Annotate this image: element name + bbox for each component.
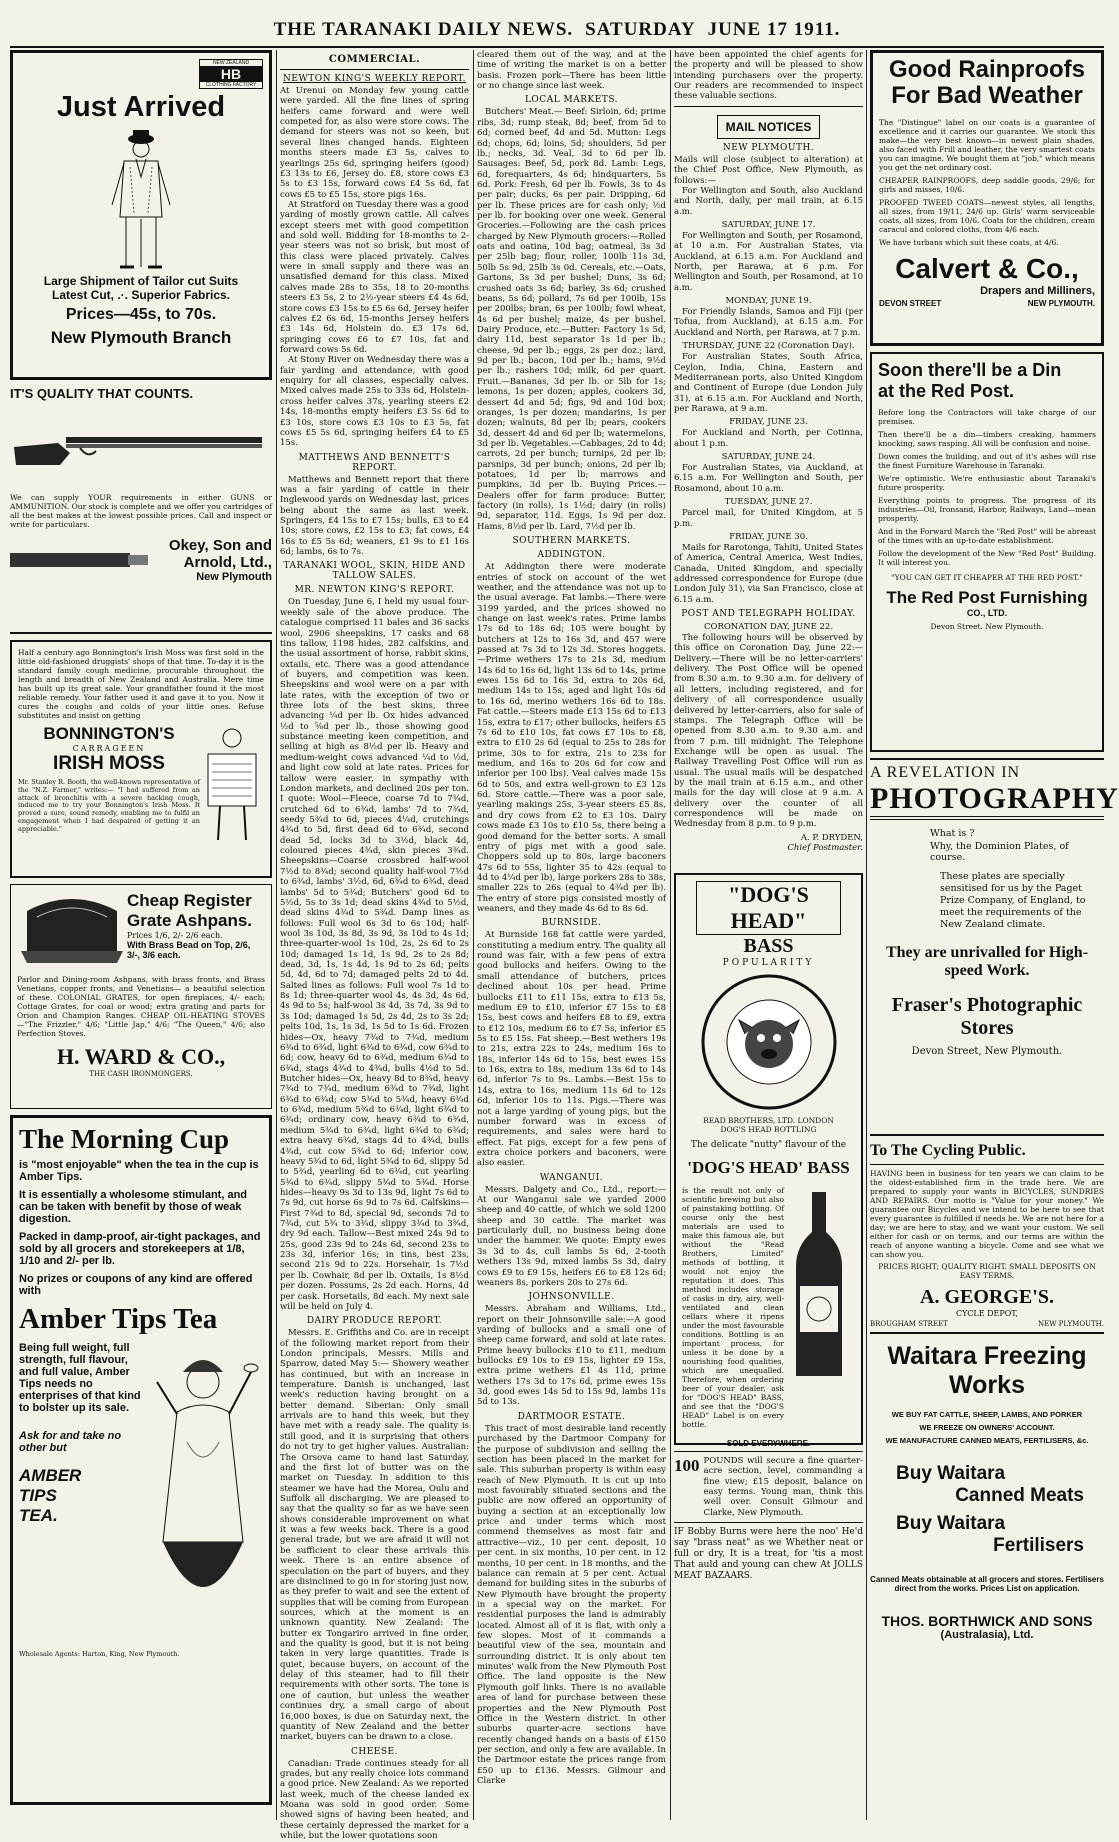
cycling-title: To The Cycling Public. <box>870 1142 1026 1159</box>
waitara-line-1: WE BUY FAT CATTLE, SHEEP, LAMBS, AND PORKER <box>891 1410 1083 1419</box>
ashpans-ad <box>10 884 272 1109</box>
postmaster-title: Chief Postmaster. <box>787 842 863 853</box>
mail-date: SATURDAY, JUNE 24. <box>721 452 816 463</box>
amber-tips-p1: is "most enjoyable" when the tea in the cup is Amber Tips. <box>19 1159 259 1183</box>
mail-date: CORONATION DAY, JUNE 22. <box>703 622 834 633</box>
frozen-pork-text: cleared them out of the way, and at the time of writing the market is on a better basis. Frozen pork—There has been little or no change since last week. <box>477 50 666 92</box>
dairy-produce-report: Messrs. E. Griffiths and Co. are in receipt of the following market report from their London principals, Messrs. Mills and Sparrow, dated May 5:— Showery weather has continued, but with an increase in temperature. Danish is unchanged, last week's reduction having brought on a better demand. Siberian: Only small arrivals are to hand this week, but they have met with a ready sale. The quality is still good, and it is surprising that others do not try to get higher values. Australian: The Orsova came to hand last Saturday, and the first lot of butter was on the market on Tuesday. In addition to this steamer we have had the Morea, Oulu and Suffolk all discharging. We are pleased to say that the quality so far as we have seen shows considerable improvement on what it was a few weeks back. There is a good general trade, but we are afraid it will not be sufficient to clear these arrivals this week. There is an entire absence of speculation on the part of buyers, and they are disinclined to go in for storing just now, as they prefer to wait and see the extent of supplies that will be coming from European sources, which at the moment is an unknown quantity. New Zealand: The butter ex Tongariro arrived in fine order, and the quality is good, but it is not being taken in very large quantities. Trade is quiet, because buyers, on account of the delay of this steamer, had to fill their requirements with other sorts. The tone is one of caution, but unless the weather continues dry, a small cargo of about 16,000 boxes, is due on Saturday next, the quantity of New Zealand and the better market, buyers can be drawn to a close. <box>280 1328 469 1743</box>
amber-tips-p5: Being full weight, full strength, full flavour, and full value, Amber Tips needs no enterprises of that kind to bolster up its sale. <box>19 1342 141 1414</box>
masthead-date: JUNE 17 1911. <box>707 19 841 40</box>
rainproofs-p1: The "Distingue" label on our coats is a guarantee of excellence and it carries our guarantee. We stock this make—the very best known—in newest plain shades, also faced with Frill and leather, the very smartest coats you can imagine. We bought them at "job," which means you get the net ordinary cost. <box>879 117 1095 172</box>
guns-ad <box>10 386 272 634</box>
addington-report: At Addington there were moderate entries of stock on account of the wet weather, and the attendance was not up to the usual average. Fat lambs.—There were 3199 yarded, and the prices showed no change on last week's rates. Prime lambs 17s 6d to 18s 6d; 105 were bought by butchers at 12s to 16s 3d, and 457 were passed at 7s 3d to 12s 3d. Stores hoggets.—Prime wethers 17s to 21s 3d, medium 14s 6d to 16s 6d, light 13s 6d to 14s, prime ewes 15s 6d to 16s 3d, extra to 20s 6d, medium 14s to 15s, aged and light 10s 6d to 16s 6d, merino wethers 16s 6d to 18s. Fat cattle.—Steers made £13 15s 6d to £13 15s, extra to £17; other bullocks, heifers £5 7s 6d to £10 10s, fat cows £7 10s to £8, extra to £10 2s 6d (equal to 25s to 28s for prime, 30s to for extra, 21s to 23s for medium, and 16s to 20s 6d for cow and inferior per 100 lbs). Veal calves made 15s 6d to 50s, and extra well-grown to £3 12s 6d. Store cattle.—There was a poor sale, yearling makings 25s, 3-year steers £5 8s, and dry cows from £2 to £3 10s. Dairy cows made £3 10s to £10 5s, there being a good demand for the better sorts. A small entry of pigs met with a good sale. Choppers sold up to 80s, large baconers 47s 6d to 55s, lighter 35 to 42s (equal to 4d to 4¼d per lb), large porkers 28s to 38s, smaller 22s to 26s (equal to 4¾d per lb). The entry of store pigs consisted mostly of weaners, and they made 4s 6d to 8s 6d. <box>477 562 666 915</box>
column-1 <box>10 50 272 1822</box>
masthead-title: THE TARANAKI DAILY NEWS. <box>273 19 574 40</box>
calvert-firm: Calvert & Co., <box>895 252 1079 284</box>
ashpan-illustration <box>17 891 127 971</box>
mail-daily: For Wellington and South, also Auckland and North, daily, per mail train, at 6.15 a.m. <box>674 185 863 217</box>
irish-moss-testimonial: Mr. Stanley R. Booth, the well-known representative of the "N.Z. Farmer," writes:— "I had suffered from an attack of bronchitis with a severe hacking cough, induced me to try your Bonnington's Irish Moss. It proved a sure, sound remedy, enabling me to fulfil an engagement when I had despaired of getting it an appreciable." <box>18 778 200 833</box>
addington-heading: ADDINGTON. <box>537 550 606 561</box>
man-in-suit-illustration <box>96 127 186 273</box>
ashpans-firm: H. WARD & CO., <box>56 1044 226 1069</box>
rainproofs-title-1: Good Rainproofs <box>889 56 1085 83</box>
bass-seal-bottom-text: DOG'S HEAD BOTTLING <box>720 1124 817 1134</box>
amber-tips-ad <box>10 1115 272 1805</box>
johnsonville-report: Messrs. Abraham and Williams, Ltd., report on their Johnsonville sale:—A good yarding of bullocks and a small one of sheep came forward, and sold at late rates. Prime heavy bullocks £10 to £11, medium bullocks £9 10s to £9 15s, lighter £9 15s, extra prime wethers £1 4s 11d, prime wethers 17s 3d to 17s 6d, prime ewes 15s 3d, good ewes 14s 5d to 15s 9d, lambs 11s 5d to 13s. <box>477 1304 666 1408</box>
red-post-p7: Follow the development of the New "Red Post" Building. It will interest you. <box>878 549 1096 567</box>
george-firm: A. GEORGE'S. <box>920 1286 1054 1308</box>
hb-logo-top: NEW ZEALAND <box>212 60 250 66</box>
bass-title: "DOG'S HEAD" <box>696 881 841 935</box>
dartmoor-continued: have been appointed the chief agents for the property and will be pleased to show intending purchasers over the property. Our readers are recommended to inspect these valuable sections. <box>674 50 863 102</box>
red-post-slogan: "YOU CAN GET IT CHEAPER AT THE RED POST." <box>891 573 1083 582</box>
rainproofs-ad <box>870 50 1104 346</box>
hb-logo <box>199 59 263 89</box>
mail-date: FRIDAY, JUNE 23. <box>729 417 808 428</box>
dogs-head-bass-ad <box>674 873 863 1448</box>
mail-entry: For Wellington and South, per Rosamond, at 10 a.m. For Australian States, via Auckland, at 6.15 a.m. For Auckland and North, per Rarawa, at 6 p.m. For Wellington and South, per Rosamond, at 10 a.m. <box>674 230 863 293</box>
matthews-bennett-report: Matthews and Bennett report that there was a fair yarding of cattle in their Inglewood yards on Wednesday last, prices being about the same as last week. Springers, £4 15s to £7 15s; bulls, £3 to £4 10s; store cows, £2 15s to £3; fat cows, £4 16s to £5 5s 6d; weaners, £1 9s to £1 16s 6d; lambs, 6s to 7s. <box>280 474 469 558</box>
newton-king-stony-river: At Stony River on Wednesday there was a fair yarding and attendance, with good enquiry for all classes, especially calves. Mixed calves made 25s to 33s 6d, Holstein-cross heifer calves 37s, yearling steers £2 14s, 18-months empty heifers £3 5s 6d to £3 10s, store cows £3 10s to £3 5s, fat cows £5 5s 6d, springing heifers £4 to £5 15s. <box>280 355 469 449</box>
bass-brand: 'DOG'S HEAD' BASS <box>687 1157 850 1177</box>
post-holiday-text: The following hours will be observed by this office on Coronation Day, June 22:— Delivery.—There will be no letter-carriers' delivery. The Post Office will be opened from 8.30 a.m. to 9.30 a.m. for delivery of all letters, including registered, and for delivery of all correspondence usually delivered by letter-carriers, also for sale of stamps. The Telegraph Office will be opened from 8.30 a.m. to 9.30 a.m. and from 7 p.m. till midnight. The Telephone Exchange will be open as usual. The Railway Travelling Post Office will run as usual. The usual mails will be despatched by the mail train at 6.15 a.m., and other mails for the day will close at 9 a.m. A delivery over the counter of all correspondence will be made on Wednesday from 8 p.m. to 9 p.m. <box>674 633 863 830</box>
mail-entry: For Auckland and North, per Cotinna, about 1 p.m. <box>674 428 863 449</box>
rainproofs-p2: CHEAPER RAINPROOFS, deep saddle goods, 29/6; for girls and misses, 10/6. <box>879 175 1095 194</box>
ashpans-brass: With Brass Bead on Top, 2/6, 3/-, 3/6 each. <box>127 940 251 960</box>
amber-tips-agents: Wholesale Agents: Harton, King, New Plymouth. <box>19 1650 180 1658</box>
tailor-headline: Just Arrived <box>56 91 226 123</box>
rainproofs-p3: PROOFED TWEED COATS—newest styles, all lengths, all sizes, from 19/11, 24/6 up. Girls' warm serviceable coats, all sizes, from 10/6. Coats for the children, cream caracul and colored cloths, from 4/6 each. <box>879 197 1095 234</box>
tailor-line-2: Latest Cut, .·. Superior Fabrics. <box>51 288 231 302</box>
fraser-firm: Fraser's Photographic Stores <box>891 994 1083 1040</box>
johnsonville-heading: JOHNSONVILLE. <box>528 1292 615 1303</box>
wanganui-report: Messrs. Dalgety and Co., Ltd., report:— At our Wanganui sale we yarded 2000 sheep and 40 cattle, of which we sold 1200 sheep and 30 cattle. The market was particularly dull, no business being done under the hammer. We quote: Empty ewes 3s 3d to 4s, cull lambs 5s 6d, 2-tooth wethers 13s 9d, mixed lambs 5s 3d, dairy cows £9 to £9 15s, heifers £6 to £8 12s 6d; weaners 8s, porkers 20s to 27s 6d. <box>477 1184 666 1288</box>
newton-king-weekly-heading: NEWTON KING'S WEEKLY REPORT. <box>283 74 466 84</box>
newton-king-stratford: At Stratford on Tuesday there was a good yarding of mostly grown cattle. All calves except steers met with good competition and sold well. Bidding for 18-months to 2-year steers was not so brisk, but most of this class were placed privately. Calves were in small supply and there was an unsatisfied demand for this class. Mixed calves made 28s to 35s, 18 to 20-months steers £3 5s, 2 to 2½-year steers £4 4s 6d, store cows £3 15s to £5 6s 6d, Jersey heifer calves £2 6s 6d, 15-months Jersey heifers £3 14s 6d, Holstein do. £3 17s 6d, springing cows £6 to £7 10s, fat and forward cows 5s 6d. <box>280 199 469 355</box>
pounds-number: 100 <box>674 1455 700 1475</box>
ammunition-illustration <box>10 543 160 583</box>
local-markets-heading: LOCAL MARKETS. <box>524 95 619 106</box>
cheese-report: Canadian: Trade continues steady for all grades, but any really choice lots command a good price. New Zealand: As we reported last week, much of the cheese landed ex Moana was sold in good order. Some showed signs of having been heated, and these certainly depressed the market for a while, but the lower quotations soon <box>280 1758 469 1842</box>
mail-entry: Parcel mail, for United Kingdom, at 5 p.m. <box>674 508 863 529</box>
newspaper-reader-illustration <box>200 724 264 844</box>
woman-with-teacup-illustration <box>147 1342 259 1642</box>
calvert-town: NEW PLYMOUTH. <box>1027 298 1095 308</box>
dairy-produce-heading: DAIRY PRODUCE REPORT. <box>306 1316 443 1327</box>
mail-date: MONDAY, JUNE 19. <box>725 296 812 307</box>
shotgun-illustration <box>10 413 265 473</box>
amber-tips-brand: Amber Tips Tea <box>19 1303 218 1335</box>
tailor-line-1: Large Shipment of Tailor cut Suits <box>43 274 239 288</box>
calvert-trade: Drapers and Milliners, <box>980 284 1095 297</box>
irish-moss-intro: Half a century ago Bonnington's Irish Moss was first sold in the little old-fashioned druggists' shops of that time. To-day it is the standard family cough medicine, procurable throughout the length and breadth of New Zealand and Australia. Mere time has built up its great sale. Your grandfather found it the most reliable remedy. Your father used it and gave it to you. Now it cures the coughs and colds of your little ones. Refuse substitutes and insist on getting <box>18 648 264 720</box>
amber-tips-title: The Morning Cup <box>19 1124 230 1154</box>
local-markets-report: Butchers' Meat.— Beef: Sirloin, 6d; prime ribs, 3d; rump steak, 8d; beef, from 5d to 6d; corned beef, 4d and 5d. Mutton: Legs 6d; chops, 6d; loins, 5d; shoulders, 5d per lb.; necks, 3d. Veal, 3d to 6d per lb. Sausages: Beef, 5d, pork 8d. Lamb: Legs, 6d, forequarters, 4s 6d; hindquarters, 5s 6d. Pork: Fresh, 6d per lb. Fowls, 3s to 4s per pair; ducks, 6s per pair. Dripping, 6d per lb. These prices are for cash only; ½d per lb. for booking over one week. General Groceries.—Following are the cash prices charged by New Plymouth grocers:—Rolled oats and oatina, 10d bag; oatmeal, 3s 3d per 25lb bag; flour, roller, 100lb 11s 3d, 50lb 5s 9d, 25lb 3s 0d. Cereals, etc.—Oats, Gartons, 3s 3d per bushel; Duns, 3s 6d; crushed oats 3s 6d; barley, 3s 6d; crushed beans, 5s 6d; pollard, 7s 6d per 100lb, 15s per 200lbs; bran, 6s per 100lb; fowl wheat, 4s 6d per bushel; maize, 4s per bushel. Dairy Produce, etc.—Butter: Factory 1s 5d, dairy 11d, best separator 1s 1d per lb.; cheese, 9d per lb.; eggs, 2s per doz.; lard, 9d per lb.; bacon, 10d per lb.; hams, 9½d per lb.; rashers 10d; milk, 6d per quart. Fruit.—Bananas, 3d per lb. or 5lb for 1s; lemons, 1s per dozen; apples, cookers 3d, dessert 4d and 5d; figs, 9d and 10d box; oranges, 1s per dozen; mandarins, 1s per dozen; walnuts, 8d per lb; pears, cookers 3d, dessert 4d and 6d per lb; watermelons, 3d per lb. Vegetables.—Cabbages, 2d to 4d; carrots, 2d per bunch; turnips, 2d per lb; parsnips, 3d per bunch; onions, 2d per lb; potatoes, 1d per lb; marrows and pumpkins, 3d per lb. Buying Prices.—Dealers offer for farm produce: Butter, factory (in rolls), 1s 1½d; dairy (in rolls) 9d, separator, 11d. Eggs, 1s 9d per doz. Hams, 8½d per lb. Lard, 7½d per lb. <box>477 107 666 532</box>
tailor-prices: Prices—45s, to 70s. <box>65 306 217 323</box>
commercial-heading: COMMERCIAL. <box>328 54 421 65</box>
waitara-line-3: WE MANUFACTURE CANNED MEATS, FERTILISERS, &c. <box>885 1436 1089 1445</box>
hb-logo-bottom: CLOTHING FACTORY <box>205 82 257 88</box>
photography-question: What is ? <box>930 828 975 839</box>
red-post-p4: We're optimistic. We're enthusiastic about Taranaki's future prosperity. <box>878 474 1096 492</box>
red-post-p1: Before long the Contractors will take charge of our premises. <box>878 408 1096 426</box>
borthwick-firm: THOS. BORTHWICK AND SONS <box>881 1613 1093 1629</box>
tailor-branch: New Plymouth Branch <box>50 328 232 347</box>
cycling-body: HAVING been in business for ten years we can claim to be the oldest-established firm in the trade here. We are prepared to supply your wants in BICYCLES, SUNDRIES AND REPAIRS. Our motto is "Value for your money." We guarantee our Bicycles and we intend to be here to see that every guarantee is fulfilled if needs be. We are not here for a day; we are here to stay, and we want your custom. We sell either for cash or on terms, and our terms are within the reach of anyone wanting a bicycle. Come and see what we can show you. <box>870 1169 1104 1259</box>
wool-sales-heading: TARANAKI WOOL, SKIN, HIDE AND TALLOW SALES. <box>283 561 466 582</box>
column-3 <box>477 50 666 1822</box>
southern-markets-heading: SOUTHERN MARKETS. <box>512 536 631 547</box>
newton-king-urenui: At Urenui on Monday few young cattle were yarded. All the fine lines of spring heifers came forward and were well competed for, as also were store cows. The demand for steers was not so keen, but several lines changed hands. Eighteen months steers made £3 5s, calves to yearlings 25s 6d, springing heifers (good) £3 13s to £6, Jersey do. £8, store cows £3 5s to £3 15s, forward cows £4 5s 6d, fat cows £5 to £5 15s, store pigs 16s. <box>280 86 469 200</box>
amber-tips-p3: Packed in damp-proof, air-tight packages, and sold by all grocers and storekeepers at 1/8, 1/10 and 2/- per lb. <box>19 1231 261 1267</box>
waitara-p1: Canned Meats obtainable at all grocers and stores. Fertilisers direct from the works. Prices List on application. <box>870 1575 1104 1593</box>
waitara-buy-2: Buy Waitara <box>896 1513 1006 1534</box>
burnside-heading: BURNSIDE. <box>541 918 602 929</box>
photography-title-1: A REVELATION IN <box>870 764 1021 781</box>
dartmoor-report: This tract of most desirable land recently purchased by the Dartmoor Company for the purpose of subdivision and selling the section has been placed in the market for sale. This suburban property is within easy reach of New Plymouth. It is cut up into most favourably situated sections and the public are now offered an opportunity of buying a section at an exceptionally low price and under terms which most commend themselves as most fair and attractive—viz., 10 per cent. deposit, 10 per cent. in six months, 10 per cent. in 12 months, 10 per cent. in 18 months, and the balance can remain at 5 per cent. Actual demand for building sites in the suburbs of New Plymouth have brought the property in a special way on the market. For residential purposes the land is admirably located. Almost all of it is flat, with only a few slopes. Most of it commands a beautiful view of the sea, mountain and surrounding district. It is only about ten minutes' walk from the New Plymouth Post Office. The land opposite is the New Plymouth golf links. There is no available area of land for purchase between these properties and the New Plymouth Post Office in the Western district. In other suburbs quarter-acre sections have recently changed hands on a basis of £150 per section, and only a few are available. In the Dartmoor estate the prices range from £50 up to £136. Messrs. Gilmour and Clarke <box>477 1423 666 1787</box>
column-rule <box>276 50 277 1820</box>
irish-moss-sub: CARRAGEEN <box>72 744 146 753</box>
wanganui-heading: WANGANUI. <box>539 1172 604 1183</box>
amber-tips-word-2: TIPS <box>19 1486 57 1505</box>
post-holiday-heading: POST AND TELEGRAPH HOLIDAY. <box>681 609 856 620</box>
masthead <box>10 14 1104 48</box>
column-rule <box>670 50 671 1820</box>
mail-notices-intro: Mails will close (subject to alteration) at the Chief Post Office, New Plymouth, as follows:— <box>674 154 863 186</box>
waitara-title-1: Waitara Freezing <box>887 1342 1087 1370</box>
waitara-buy-1: Buy Waitara <box>896 1463 1006 1484</box>
column-4 <box>674 50 863 1822</box>
mail-notices-heading: MAIL NOTICES <box>717 115 821 139</box>
red-post-p5: Everything points to progress. The progress of its industries—Oil, Ironsand, Harbor, Railways, Land—mean prosperity. <box>878 496 1096 523</box>
bass-bottle-illustration <box>784 1186 854 1386</box>
mail-entry: For Australian States, South Africa, Ceylon, India, China, Eastern and Mediterranean ports, also United Kingdom and Continent of Europe (due London July 31), at 6.15 a.m. For Auckland and North, per Rarawa, at 9 a.m. <box>674 352 863 414</box>
ashpans-title: Cheap Register Grate Ashpans. <box>127 891 253 930</box>
irish-moss-name: IRISH MOSS <box>53 753 165 774</box>
irish-moss-ad <box>10 640 272 878</box>
mail-notices-place: NEW PLYMOUTH. <box>722 142 815 153</box>
red-post-ad <box>870 352 1104 752</box>
mail-date: THURSDAY, JUNE 22 (Coronation Day). <box>682 341 855 352</box>
waitara-title-2: Works <box>949 1371 1025 1399</box>
rainproofs-p4: We have turbans which suit these coats, at 4/6. <box>879 237 1059 247</box>
ashpans-prices: Prices 1/6, 2/- 2/6 each. <box>127 931 223 940</box>
matthews-bennett-heading: MATTHEWS AND BENNETT'S REPORT. <box>298 452 451 473</box>
guns-firm: Okey, Son and Arnold, Ltd., <box>168 537 272 571</box>
waitara-ad <box>870 1342 1104 1782</box>
masthead-day: SATURDAY <box>585 19 696 40</box>
pounds-ad <box>674 1456 863 1518</box>
photography-answer: Why, the Dominion Plates, of course. <box>930 841 1069 863</box>
hb-logo-mark: HB <box>200 66 262 82</box>
bass-sold: SOLD EVERYWHERE. <box>726 1438 811 1448</box>
amber-tips-word-3: TEA. <box>19 1506 58 1525</box>
amber-tips-p4: No prizes or coupons of any kind are offered with <box>19 1273 253 1297</box>
column-5 <box>870 50 1119 1822</box>
bass-sub: BASS <box>743 934 794 957</box>
red-post-p2: Then there'll be a din—timbers creaking, hammers knocking, saws rasping. All will be confusion and noise. <box>878 430 1096 448</box>
mail-date: FRIDAY, JUNE 30. <box>729 531 808 542</box>
photography-title-2: PHOTOGRAPHY <box>870 782 1104 820</box>
mail-date: SATURDAY, JUNE 17. <box>721 219 816 230</box>
waitara-fertilisers: Fertilisers <box>993 1535 1084 1556</box>
rainproofs-title-2: For Bad Weather <box>891 82 1083 110</box>
amber-tips-p2: It is essentially a wholesome stimulant, and can be taken with benefit by those of weak digestion. <box>19 1189 248 1225</box>
postmaster-signature: A. P. DRYDEN, <box>800 832 863 843</box>
photography-p2: They are unrivalled for High-speed Work. <box>885 944 1089 980</box>
waitara-line-2: WE FREEZE ON OWNERS' ACCOUNT. <box>919 1423 1055 1432</box>
borthwick-ltd: (Australasia), Ltd. <box>940 1629 1034 1641</box>
fraser-address: Devon Street, New Plymouth. <box>911 1046 1063 1058</box>
amber-tips-ask: Ask for and take no other but <box>19 1430 122 1454</box>
mail-entry: For Friendly Islands, Samoa and Fiji (per Tofua, from Auckland), at 6.15 a.m. For Auckland and North, per Rarawa, at 7 p.m. <box>674 307 863 338</box>
bass-body: is the result not only of scientific brewing but also of painstaking bottling. Of course only the best materials are used to make this famous ale, but without the "Read Brothers, Limited" methods of bottling, it would not enjoy the reputation it does. This method includes storage of casks in dry, airy, well-ventilated and clean cellars where it ripens under the most favourable conditions. Bottling is an important process, for unless it be done by a nourishing food qualities, which are unequalled. Therefore, when ordering beer of your dealer, ask for "DOG'S HEAD" BASS, and see that the "DOG'S HEAD" Label is on every bottle. <box>682 1185 784 1429</box>
red-post-p3: Down comes the building, and out of it's ashes will rise the finest Furniture Warehouse in Taranaki. <box>878 452 1096 470</box>
red-post-address: Devon Street. New Plymouth. <box>930 622 1044 631</box>
cycling-ad <box>870 1142 1104 1334</box>
ashpans-body: Parlor and Dining-room Ashpans, with brass fronts, and Brass Venetians, copper fronts, and Venetians— a beautiful selection of these. COLONIAL GRATES, for open fireplaces, 4/- each; Cottage Grates, for coal or wood; extra grating and parts for Orion and Champion Ranges. CHEAP OIL-HEATING STOVES—"The Frizzler," 4/6; "Little Jap," 4/6; "The Queen," 4/6; also Perfection Stoves. <box>17 975 265 1038</box>
column-rule <box>866 50 867 1820</box>
guns-headline: IT'S QUALITY THAT COUNTS. <box>10 386 194 401</box>
cycling-prices: PRICES RIGHT; QUALITY RIGHT. SMALL DEPOSITS ON EASY TERMS. <box>878 1262 1096 1280</box>
calvert-street: DEVON STREET <box>879 298 942 308</box>
burnside-report: At Burnside 168 fat cattle were yarded, constituting a medium entry. The quality all round was fair, with a few pens of extra good bullocks and heifers. Owing to the small attendance of butchers, prices declined about 10s per head. Prime bullocks £11 to £11 15s, extra to £13 5s, medium £9 to £10, inferior £7 15s to £8 15s, best cows and heifers £8 to £9, extra to £12 10s, medium £6 to £7 5s, inferior £5 5s to £5 15s. Fat sheep.—Best wethers 19s to 21s, extra 22s to 24s, medium 16s to 18s, inferior 14s 6d to 15s, best ewes 15s to 16s, extra to 18s, medium 13s 6d to 14s 6d, inferior 7s to 9s. Lambs.—Best 15s to 14s, extra to 16s, medium 11s 6d to 12s 6d, inferior 10s to 11s. Pigs.—There was not a large yarding of young pigs, but the number forward was in excess of requirements, and sales were hard to effect. Fat pigs, except for a few pens of extra choice porkers and baconers, were also easier. <box>477 930 666 1169</box>
red-post-title-2: at the Red Post. <box>878 381 1015 401</box>
waitara-canned-meats: Canned Meats <box>955 1485 1084 1506</box>
bobby-burns-ad: IF Bobby Burns were here the noo' He'd say "brass neat" as we Whether neat or full or dry, It is a treat, for 'tis a most That auld and young can chew At JOLLS MEAT BAZAARS. <box>674 1527 863 1581</box>
column-rule <box>473 50 474 1820</box>
cheese-heading: CHEESE. <box>351 1746 398 1757</box>
guns-body: We can supply YOUR requirements in either GUNS or AMMUNITION. Our stock is complete and we offer you cartridges of all the best makes at the lowest possible prices. Call and inspect or write for particulars. <box>10 493 272 529</box>
bass-seal-top-text: READ BROTHERS, LTD. LONDON <box>703 1115 834 1125</box>
amber-tips-word-1: AMBER <box>19 1466 82 1485</box>
red-post-title-1: Soon there'll be a Din <box>878 360 1062 380</box>
tailor-ad <box>10 50 272 380</box>
dogs-head-seal-illustration <box>699 972 839 1112</box>
newspaper-page <box>10 0 1119 1842</box>
george-town: NEW PLYMOUTH. <box>1038 1320 1104 1328</box>
photography-p1: These plates are specially sensitised for us by the Paget Prize Company, of England, to meet the requirements of the New Zealand climate. <box>940 871 1086 930</box>
red-post-co: CO., LTD. <box>966 608 1008 618</box>
mail-entry: Mails for Rarotonga, Tahiti, United States of America, Central America, West Indies, Canada, United Kingdom, and specially addressed correspondence for Europe (due London July 31), via San Francisco, close at 6.15 a.m. <box>674 542 863 605</box>
mail-date: TUESDAY, JUNE 27. <box>724 497 813 508</box>
george-street: BROUGHAM STREET <box>870 1320 948 1328</box>
newton-king-report-heading: MR. NEWTON KING'S REPORT. <box>294 585 455 596</box>
photography-ad <box>870 758 1119 1136</box>
red-post-firm: The Red Post Furnishing <box>886 588 1088 607</box>
wool-sales-report: On Tuesday, June 6, I held my usual four-weekly sale of the above produce. The catalogue comprised 11 bales and 36 sacks wool, 2906 sheepskins, 17 casks and 68 tins tallow, 1198 hides, 282 calfskins, and the usual assortment of horse, rabbit skins, oxtails, etc. There was a good attendance of buyers, and competition was keen. Sheepskins and wool were on a par with late rates, with the exception of two or three lots of the best skins, three advancing ¼d per lb. Ox hides advanced ½d to ⅝d per lb., those showing good substance meeting keen competition, and selling at high as 8½d per lb. Heavy and medium-weight cows advanced ¼d to ½d, and light cow sold at late rates. Prices for tallow were easier, in sympathy with London markets, and declined 20s per ton. I quote: Wool—Fleece, coarse 7d to 7¾d, crutched 6d to 6¾d, lambs' 7d to 7¾d, seedy 5¾d to 6d, pieces 4¼d, crutchings 4¾d to 5d, first dead 6d to 6¾d, second dead 5d, locks 3d to 3½d, black 4d, coloured pieces 4¾d, skin pieces 3¾d. Sheepskins—Coarse crossbred half-wool 7½d to 8¾d; second quality half-wool 7½d to 6¾d, lambs' 3½d, 6d, 6¾d to 6¾d, dead lambs' 5d to 5¾d; Butchers' good 6d to 5½d, 5s to 3s 1d; dead skins 4¾d to 5½d, dead skins 4¾d to 5¾d. Damp lines as follows: Full wool 6s 3d to 6s 10d; half-wool 3s 10d, 3s 8d, 3s 9d, 3s 10d to 4s 1d; three-quarter-wool 1s 10d, 2s, 2s 6d to 2s 10d; damaged 1s 1d, 1s 9d, 2s to 2s 8d; dead, 3d, 1s, 1s 4d, 1s 9d to 2s 6d; pelts 5d, 4d, 6d to 7d; damaged pelts 2d to 4d. Salted lines as follows: Full wool 7s 1d to 8s 1d; three-quarter wool 4s, 4s 3d, 4s 6d, 4s 9d to 5s; half-wool 3s 4d, 3s 7d, 3s 9d to 3s 10d; damaged 1s 5d, 2s 4d, 2s to 3s 2d; pelts 10d, 1s, 1s 3d, 1s 5d to 1s 6d. Frozen hides—Ox, heavy 7¾d to 7¾d, medium 6¾d to 6¾d, light 6¾d to 6¾d, cow 6¾d to 6d; cow, heavy 6d to 6¾d, medium 6¾d to 6¾d, stags 4¾d to 4¾d, bulls 4½d to 5d. Butcher hides—Ox, heavy 8d to 8¾d, heavy 7¾d to 7¾d, medium 6¾d to 7¾d, light 6¾d to 6¾d; cow 5¾d to 5¾d, heavy 6¾d to 6¾d, medium 5¾d to 6¾d, light 6¾d to 6¾d; ordinary cow, heavy 6¾d to 6¾d, medium 5¾d to 6¾d, light 6¾d to 6¾d; extra heavy 6¾d, stags 4d to 4¾d, bulls 4¾d, cut cow 5¾d to 6d; inferior cow, heavy 5¾d to 6d, light 5¾d to 6d, slippy 5d to 5¾d, yearling 6d to 6¾d, cut yearling 5¾d to 6¾d, slippy 5¾d to 5¾d. Horse hides—heavy 9s 3d to 13s 9d, light 7s 6d to 7s 9d, cut horse 6s 9d to 7s 6d. Calfskins—First 7¾d to 8d, special 9d, seconds 7d to 7¾d, cut 5¾ to 3¾d, slippy 3¾d to 3¾d, dry 9d each. Tallow—Best mixed 24s 9d to 25s, good 23s 9d to 24s 6d, second 23s to 23s 3d, inferior 16s; in tins, best 23s, second 21s 9d to 22s. Horsehair, 1s 7½d per lb. Cowhair, 8d per lb. Oxtails, 1s 8½d per dozen. Possums, 2s 2d each. Horns, 4d per cask. Horsetails, 8d each. My next sale will be held on July 4. <box>280 597 469 1312</box>
ashpans-trade: THE CASH IRONMONGERS. <box>89 1070 193 1078</box>
bass-desc: The delicate "nutty" flavour of the <box>690 1139 847 1150</box>
george-trade: CYCLE DEPOT, <box>956 1309 1018 1318</box>
column-2 <box>280 50 469 1842</box>
guns-place: New Plymouth <box>196 571 272 583</box>
irish-moss-brand: BONNINGTON'S <box>43 724 175 743</box>
red-post-p6: And in the Forward March the "Red Post" will be abreast of the times with an up-to-date establishment. <box>878 527 1096 545</box>
dartmoor-heading: DARTMOOR ESTATE. <box>517 1411 626 1422</box>
mail-entry: For Australian States, via Auckland, at 6.15 a.m. For Wellington and South, per Rosamond, about 10 a.m. <box>674 463 863 494</box>
bass-popularity: POPULARITY <box>722 957 815 968</box>
pounds-text: POUNDS will secure a fine quarter-acre section, level, commanding a fine view; £15 deposit, balance on easy terms. Young man, think this well over. Consult Gilmour and Clarke, New Plymouth. <box>703 1455 863 1518</box>
